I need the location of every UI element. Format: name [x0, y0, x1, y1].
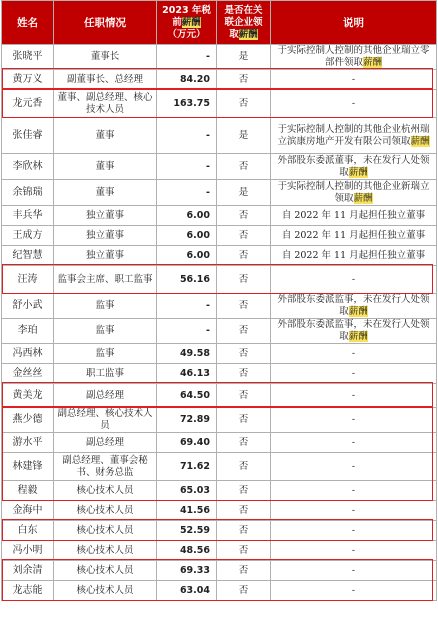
table-row	[2, 70, 437, 90]
cell-pay: -	[157, 45, 217, 70]
cell-name: 金海中	[2, 501, 54, 521]
table-row	[2, 501, 437, 521]
cell-name: 张晓平	[2, 45, 54, 70]
table-row	[2, 319, 437, 344]
header-pay-prefix: 前	[172, 16, 182, 28]
table-row	[2, 453, 437, 481]
header-position: 任职情况	[54, 1, 157, 45]
cell-related: 是	[217, 180, 271, 206]
cell-pay: -	[157, 154, 217, 180]
cell-related: 否	[217, 266, 271, 294]
cell-related: 否	[217, 344, 271, 364]
cell-pay: 6.00	[157, 226, 217, 246]
note-text: 于实际控制人控制的其他企业瑞立零部件领取	[277, 45, 430, 68]
cell-name: 林建锋	[2, 453, 54, 481]
cell-position: 副董事长、总经理	[54, 70, 157, 90]
cell-related: 否	[217, 453, 271, 481]
cell-position: 董事长	[54, 45, 157, 70]
cell-note	[271, 344, 437, 364]
note-text: -	[351, 347, 356, 359]
cell-pay: 69.33	[157, 561, 217, 581]
header-pay-line3: （万元）	[167, 28, 206, 40]
compensation-table	[1, 0, 437, 601]
cell-name: 李欣林	[2, 154, 54, 180]
cell-note	[271, 266, 437, 294]
cell-position: 监事	[54, 344, 157, 364]
cell-note	[271, 521, 437, 541]
cell-related: 是	[217, 118, 271, 154]
cell-position: 监事	[54, 294, 157, 319]
cell-name: 黄美龙	[2, 384, 54, 408]
cell-pay: 6.00	[157, 206, 217, 226]
cell-pay: 65.03	[157, 481, 217, 501]
cell-related: 否	[217, 226, 271, 246]
table-row	[2, 433, 437, 453]
note-text: -	[351, 414, 356, 425]
cell-related: 否	[217, 294, 271, 319]
cell-note	[271, 364, 437, 384]
cell-related: 是	[217, 45, 271, 70]
cell-name: 程毅	[2, 481, 54, 501]
cell-name: 游水平	[2, 433, 54, 453]
table-row	[2, 266, 437, 294]
cell-position: 核心技术人员	[54, 541, 157, 561]
cell-pay: -	[157, 294, 217, 319]
table-row	[2, 481, 437, 501]
header-pay	[157, 1, 217, 45]
table-header-row	[2, 1, 437, 45]
note-text: 自 2022 年 11 月起担任独立董事	[281, 209, 426, 221]
note-text: 外部股东委派监事，未在发行人处领取	[277, 294, 430, 317]
table-row	[2, 45, 437, 70]
cell-name: 白东	[2, 521, 54, 541]
note-text: -	[351, 484, 356, 496]
cell-pay: -	[157, 118, 217, 154]
cell-name: 龙元香	[2, 90, 54, 118]
cell-related: 否	[217, 70, 271, 90]
table-row	[2, 180, 437, 206]
cell-pay: -	[157, 319, 217, 344]
cell-position: 副总经理、董事会秘书、财务总监	[54, 453, 157, 481]
cell-pay: 46.13	[157, 364, 217, 384]
cell-name: 汪涛	[2, 266, 54, 294]
cell-position: 核心技术人员	[54, 501, 157, 521]
header-note: 说明	[271, 1, 437, 45]
note-text: -	[351, 389, 356, 401]
header-related	[217, 1, 271, 45]
header-related-line1: 是否在关	[224, 4, 263, 16]
cell-note	[271, 246, 437, 266]
table-row	[2, 521, 437, 541]
cell-pay: 84.20	[157, 70, 217, 90]
note-text: -	[351, 544, 356, 556]
cell-pay: 72.89	[157, 408, 217, 433]
cell-note	[271, 501, 437, 521]
note-text: 于实际控制人控制的其他企业杭州瑞立滨康房地产开发有限公司领取	[277, 123, 430, 147]
cell-name: 李珀	[2, 319, 54, 344]
cell-position: 董事	[54, 154, 157, 180]
cell-pay: 49.58	[157, 344, 217, 364]
cell-name: 余锦瑞	[2, 180, 54, 206]
cell-related: 否	[217, 206, 271, 226]
cell-position: 监事	[54, 319, 157, 344]
header-name: 姓名	[2, 1, 54, 45]
table-body	[2, 45, 437, 601]
note-text: -	[351, 97, 356, 109]
table-row	[2, 541, 437, 561]
cell-pay: 69.40	[157, 433, 217, 453]
header-pay-line2	[159, 17, 214, 29]
cell-pay: 48.56	[157, 541, 217, 561]
note-text: -	[351, 504, 356, 516]
note-text: -	[351, 584, 356, 596]
table-row	[2, 90, 437, 118]
cell-pay: 63.04	[157, 581, 217, 601]
note-text: 外部股东委派董事，未在发行人处领取	[277, 154, 430, 178]
cell-name: 王成方	[2, 226, 54, 246]
note-text: -	[351, 367, 356, 379]
note-text: -	[351, 460, 356, 472]
cell-name: 张佳睿	[2, 118, 54, 154]
table-row	[2, 344, 437, 364]
cell-pay: -	[157, 180, 217, 206]
cell-note	[271, 70, 437, 90]
cell-name: 金丝丝	[2, 364, 54, 384]
cell-note	[271, 154, 437, 180]
note-highlight: 薪酬	[410, 135, 430, 147]
note-highlight: 薪酬	[363, 57, 383, 68]
cell-note	[271, 384, 437, 408]
note-text: 自 2022 年 11 月起担任独立董事	[281, 249, 426, 261]
header-related-prefix: 取	[229, 28, 239, 40]
cell-name: 冯小明	[2, 541, 54, 561]
cell-related: 否	[217, 581, 271, 601]
cell-position: 独立董事	[54, 246, 157, 266]
cell-pay: 71.62	[157, 453, 217, 481]
table-row	[2, 226, 437, 246]
cell-note	[271, 453, 437, 481]
cell-related: 否	[217, 246, 271, 266]
cell-position: 独立董事	[54, 226, 157, 246]
cell-related: 否	[217, 364, 271, 384]
cell-note	[271, 206, 437, 226]
header-related-highlight: 薪酬	[238, 28, 258, 40]
cell-pay: 163.75	[157, 90, 217, 118]
table-row	[2, 154, 437, 180]
cell-note	[271, 581, 437, 601]
note-text: -	[351, 436, 356, 448]
cell-position: 监事会主席、职工监事	[54, 266, 157, 294]
cell-pay: 41.56	[157, 501, 217, 521]
header-pay-line1: 2023 年税	[162, 4, 211, 16]
cell-pay: 52.59	[157, 521, 217, 541]
header-pay-highlight: 薪酬	[181, 16, 201, 28]
cell-position: 副总经理、核心技术人员	[54, 408, 157, 433]
cell-position: 核心技术人员	[54, 481, 157, 501]
table-row	[2, 246, 437, 266]
note-text: 自 2022 年 11 月起担任独立董事	[281, 229, 426, 241]
cell-name: 刘余清	[2, 561, 54, 581]
table-row	[2, 408, 437, 433]
cell-related: 否	[217, 561, 271, 581]
cell-note	[271, 319, 437, 344]
table-row	[2, 384, 437, 408]
cell-related: 否	[217, 521, 271, 541]
cell-name: 龙志能	[2, 581, 54, 601]
cell-note	[271, 408, 437, 433]
cell-name: 冯西林	[2, 344, 54, 364]
table-row	[2, 206, 437, 226]
note-highlight: 薪酬	[348, 166, 368, 178]
cell-note	[271, 481, 437, 501]
cell-position: 副总经理	[54, 433, 157, 453]
cell-name: 黄万义	[2, 70, 54, 90]
note-highlight: 薪酬	[348, 306, 368, 317]
cell-related: 否	[217, 154, 271, 180]
cell-position: 职工监事	[54, 364, 157, 384]
cell-related: 否	[217, 319, 271, 344]
note-text: -	[351, 564, 356, 576]
cell-related: 否	[217, 90, 271, 118]
cell-note	[271, 433, 437, 453]
cell-related: 否	[217, 384, 271, 408]
table-row	[2, 118, 437, 154]
note-text: -	[351, 73, 356, 85]
cell-position: 董事	[54, 180, 157, 206]
cell-note	[271, 118, 437, 154]
note-text: -	[351, 524, 356, 536]
cell-position: 独立董事	[54, 206, 157, 226]
header-related-line3	[219, 29, 268, 41]
cell-related: 否	[217, 501, 271, 521]
table-row	[2, 294, 437, 319]
table-row	[2, 581, 437, 601]
note-highlight: 薪酬	[353, 192, 373, 204]
cell-name: 丰兵华	[2, 206, 54, 226]
cell-note	[271, 45, 437, 70]
cell-position: 董事、副总经理、核心技术人员	[54, 90, 157, 118]
cell-position: 核心技术人员	[54, 521, 157, 541]
cell-name: 舒小武	[2, 294, 54, 319]
cell-name: 纪智慧	[2, 246, 54, 266]
note-text: 外部股东委派监事，未在发行人处领取	[277, 319, 430, 342]
cell-pay: 56.16	[157, 266, 217, 294]
cell-name: 燕少德	[2, 408, 54, 433]
cell-note	[271, 180, 437, 206]
cell-pay: 64.50	[157, 384, 217, 408]
cell-note	[271, 294, 437, 319]
cell-pay: 6.00	[157, 246, 217, 266]
cell-position: 核心技术人员	[54, 581, 157, 601]
cell-position: 核心技术人员	[54, 561, 157, 581]
cell-note	[271, 226, 437, 246]
note-text: -	[351, 273, 356, 285]
cell-position: 董事	[54, 118, 157, 154]
cell-note	[271, 90, 437, 118]
table-row	[2, 561, 437, 581]
table-row	[2, 364, 437, 384]
note-text: 于实际控制人控制的其他企业新瑞立领取	[277, 180, 430, 204]
cell-related: 否	[217, 481, 271, 501]
note-highlight: 薪酬	[348, 331, 368, 342]
cell-related: 否	[217, 541, 271, 561]
cell-note	[271, 541, 437, 561]
cell-note	[271, 561, 437, 581]
cell-related: 否	[217, 433, 271, 453]
cell-position: 副总经理	[54, 384, 157, 408]
header-related-line2: 联企业领	[224, 16, 263, 28]
cell-related: 否	[217, 408, 271, 433]
